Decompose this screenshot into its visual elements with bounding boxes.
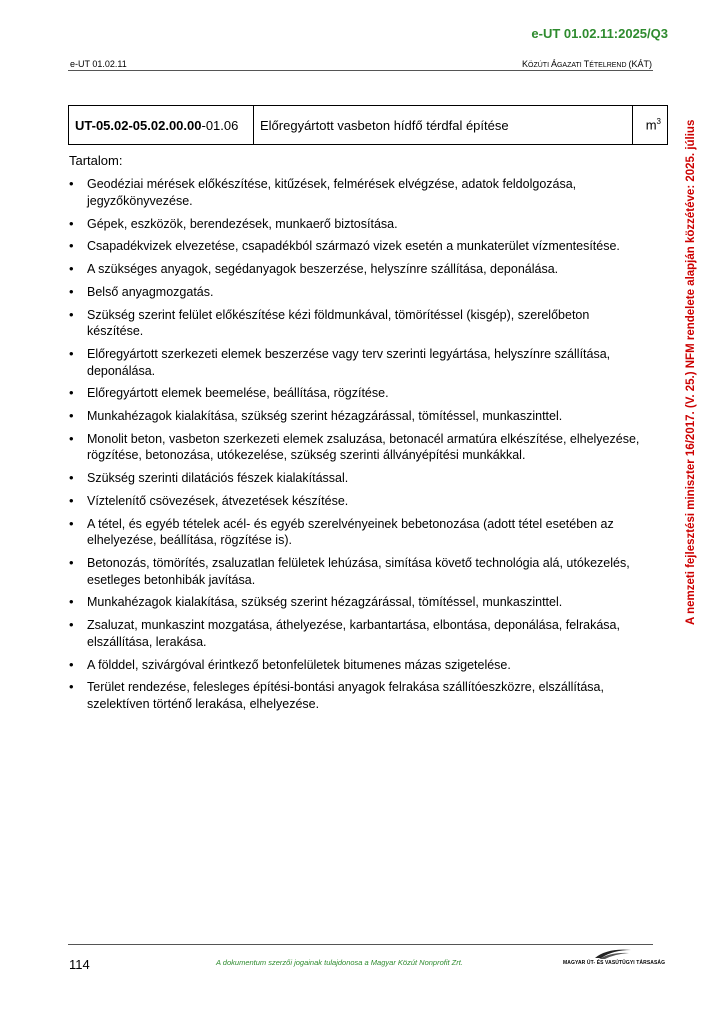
list-item: • Munkahézagok kialakítása, szükség szerint hézagzárással, tömítéssel, munkaszinttel.	[69, 594, 649, 611]
side-publication-note: A nemzeti fejlesztési miniszter 16/2017. (V. 25.) NFM rendelete alapján közzétéve: 2025. július	[685, 119, 697, 625]
item-code: UT-05.02-05.02.00.00-01.06	[69, 106, 254, 145]
page-number: 114	[69, 957, 90, 972]
list-item: • Betonozás, tömörítés, zsaluzatlan felületek lehúzása, simítása követő technológia alá, utókezelés, esetleges betonhibák javítása.	[69, 555, 649, 588]
list-item: • A földdel, szivárgóval érintkező betonfelületek bitumenes mázas szigetelése.	[69, 657, 649, 674]
list-item: • Előregyártott elemek beemelése, beállítása, rögzítése.	[69, 385, 649, 402]
content-list	[69, 170, 649, 712]
list-item: • A tétel, és egyéb tételek acél- és egyéb szerelvényeinek bebetonozása (adott tétel esetében az elhelyezése, beállítása, rögzítése is).	[69, 516, 649, 549]
item-row	[69, 106, 668, 145]
content-title: Tartalom:	[69, 153, 123, 168]
list-item: • Előregyártott szerkezeti elemek beszerzése vagy terv szerinti legyártása, helyszínre szállítása, deponálása.	[69, 346, 649, 379]
list-item: • Belső anyagmozgatás.	[69, 284, 649, 301]
item-unit: $m^3$	[633, 106, 668, 145]
list-item: • A szükséges anyagok, segédanyagok beszerzése, helyszínre szállítása, deponálása.	[69, 261, 649, 278]
list-item: • Geodéziai mérések előkészítése, kitűzések, felmérések elvégzése, adatok feldolgozása, jegyzőkönyvezése.	[69, 176, 649, 209]
list-item: • Gépek, eszközök, berendezések, munkaerő biztosítása.	[69, 216, 649, 233]
copyright-note: A dokumentum szerzői jogainak tulajdonosa a Magyar Közút Nonprofit Zrt.	[216, 958, 463, 967]
item-table	[68, 105, 668, 145]
header-left: e-UT 01.02.11	[70, 59, 127, 69]
item-description: Előregyártott vasbeton hídfő térdfal építése	[254, 106, 633, 145]
company-logo	[563, 946, 666, 970]
list-item: • Víztelenítő csövezések, átvezetések készítése.	[69, 493, 649, 510]
list-item: • Munkahézagok kialakítása, szükség szerint hézagzárással, tömítéssel, munkaszinttel.	[69, 408, 649, 425]
list-item: • Zsaluzat, munkaszint mozgatása, áthelyezése, karbantartása, elbontása, deponálása, felrakása, elszállítása, lerakása.	[69, 617, 649, 650]
list-item: • Szükség szerint felület előkészítése kézi földmunkával, tömörítéssel (kisgép), szerelőbeton készítése.	[69, 307, 649, 340]
list-item: • Szükség szerinti dilatációs fészek kialakítással.	[69, 470, 649, 487]
header-divider	[68, 70, 653, 71]
logo-swoosh-icon	[593, 946, 633, 960]
logo-text: MAGYAR ÚT- ÉS VASÚTÜGYI TÁRSASÁG	[563, 960, 666, 966]
list-item: • Monolit beton, vasbeton szerkezeti elemek zsaluzása, betonacél armatúra elkészítése, elhelyezése, rögzítése, betonozása, utókezelése, szükség szerinti állványépítési munkákkal.	[69, 431, 649, 464]
list-item: • Csapadékvizek elvezetése, csapadékból származó vizek esetén a munkaterület vízmentesítése.	[69, 238, 649, 255]
header-right: KÖZÚTI ÁGAZATI TÉTELREND (KÁT)	[522, 59, 652, 69]
footer-divider	[68, 944, 653, 945]
document-code: e-UT 01.02.11:2025/Q3	[531, 26, 668, 41]
list-item: • Terület rendezése, felesleges építési-bontási anyagok felrakása szállítóeszközre, elszállítása, szelektíven történő lerakása, elhelyezése.	[69, 679, 649, 712]
